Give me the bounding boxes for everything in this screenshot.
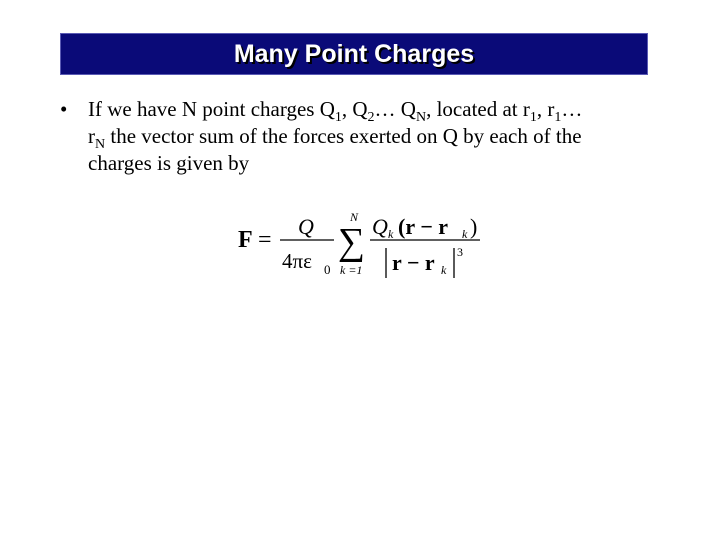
sum-upper-limit: N	[350, 210, 359, 224]
frac2-denominator-sub: k	[441, 263, 447, 277]
frac2-numerator-paren: (r − r	[398, 214, 448, 239]
bullet-item	[60, 96, 660, 177]
bullet-text: If we have N point charges $Q_1$, $Q_2\dots$ $Q_N$, located at $r_1$, $r_1\dots$ $r_N$ the vector sum of the forces exerted on Q by each of the charges is given by	[88, 97, 583, 175]
formula-denominator: 4πε	[282, 249, 312, 273]
bullet-paragraph	[60, 96, 660, 177]
frac2-numerator-rk-sub: k	[462, 227, 468, 241]
frac2-denominator: r − r	[392, 250, 435, 275]
bullet-marker: •	[60, 97, 68, 121]
formula-numerator-q: Q	[298, 214, 314, 239]
slide-title: Many Point Charges	[233, 39, 475, 68]
formula-lhs: F	[238, 227, 253, 253]
sum-lower-limit: k =1	[340, 263, 363, 277]
frac2-numerator-q-sub: k	[388, 227, 394, 241]
frac2-numerator-q: Q	[372, 214, 388, 239]
formula-denominator-sub: 0	[324, 262, 331, 277]
coulomb-force-formula	[236, 206, 486, 286]
frac2-denominator-exponent: 3	[457, 245, 463, 259]
formula-equals: =	[258, 227, 272, 253]
slide-title-bar	[60, 33, 648, 75]
frac2-numerator-close: )	[470, 214, 478, 239]
sum-symbol: ∑	[338, 221, 366, 263]
